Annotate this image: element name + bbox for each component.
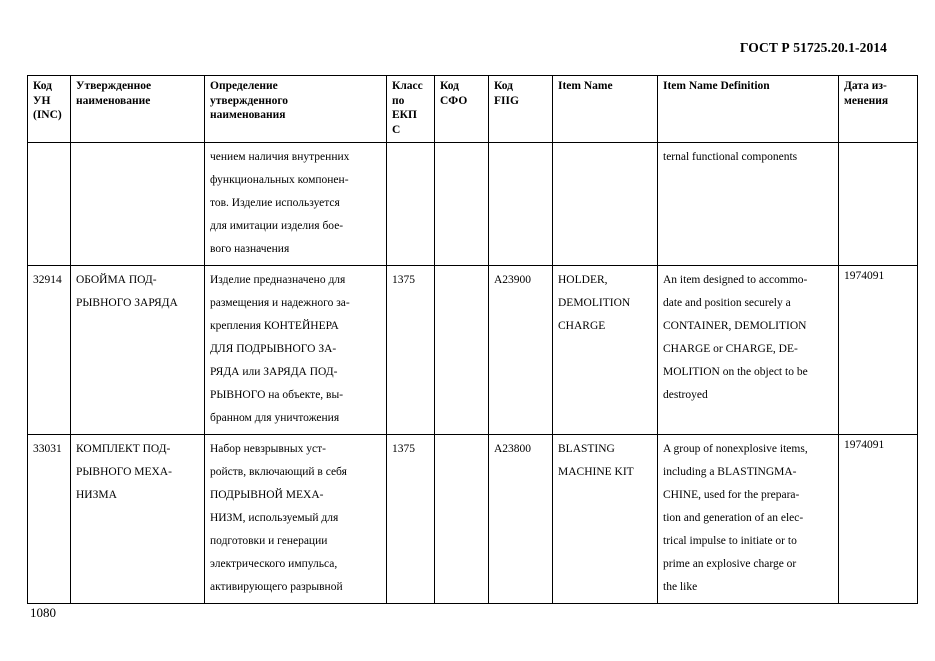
cell-change-date — [839, 143, 918, 266]
col-header-fiig: Код FIIG — [489, 76, 553, 143]
col-header-class: Класс по ЕКП С — [387, 76, 435, 143]
table-row — [28, 435, 918, 604]
cell-item-definition: A group of nonexplosive items, including a BLASTINGMA- CHINE, used for the prepara- tion and generation of an elec- trical impulse to initiate or to prime an explosive charge or the like — [658, 435, 839, 604]
cell-class: 1375 — [387, 266, 435, 435]
cell-fiig: A23900 — [489, 266, 553, 435]
col-header-change-date: Дата из- менения — [839, 76, 918, 143]
cell-class — [387, 143, 435, 266]
standard-designation: ГОСТ Р 51725.20.1-2014 — [739, 40, 887, 55]
cell-item-name — [553, 143, 658, 266]
page-number: 1080 — [30, 605, 56, 620]
cell-sfo — [435, 435, 489, 604]
cell-change-date: 1974091 — [839, 266, 918, 435]
cell-name-ru — [71, 143, 205, 266]
cell-item-name: HOLDER, DEMOLITION CHARGE — [553, 266, 658, 435]
col-header-approved-definition: Определение утвержденного наименования — [205, 76, 387, 143]
cell-inc: 33031 — [28, 435, 71, 604]
cell-definition-ru: Набор невзрывных уст- ройств, включающий в себя ПОДРЫВНОЙ МЕХА- НИЗМ, используемый для подготовки и генерации электрического импульса, активирующего разрывной — [205, 435, 387, 604]
cell-change-date: 1974091 — [839, 435, 918, 604]
cell-name-ru: КОМПЛЕКТ ПОД- РЫВНОГО МЕХА- НИЗМА — [71, 435, 205, 604]
cell-item-name: BLASTING MACHINE KIT — [553, 435, 658, 604]
cell-definition-ru: чением наличия внутренних функциональных компонен- тов. Изделие используется для имитации изделия бое- вого назначения — [205, 143, 387, 266]
table-header-row — [28, 76, 918, 143]
col-header-sfo: Код СФО — [435, 76, 489, 143]
cell-fiig — [489, 143, 553, 266]
cell-inc: 32914 — [28, 266, 71, 435]
col-header-item-name: Item Name — [553, 76, 658, 143]
cell-item-definition: An item designed to accommo- date and position securely a CONTAINER, DEMOLITION CHARGE or CHARGE, DE- MOLITION on the object to be destroyed — [658, 266, 839, 435]
col-header-approved-name: Утвержденное наименование — [71, 76, 205, 143]
table-row — [28, 143, 918, 266]
cell-inc — [28, 143, 71, 266]
cell-fiig: A23800 — [489, 435, 553, 604]
table-row — [28, 266, 918, 435]
cell-sfo — [435, 143, 489, 266]
cell-sfo — [435, 266, 489, 435]
col-header-inc: Код УН (INC) — [28, 76, 71, 143]
cell-class: 1375 — [387, 435, 435, 604]
col-header-item-name-definition: Item Name Definition — [658, 76, 839, 143]
cell-name-ru: ОБОЙМА ПОД- РЫВНОГО ЗАРЯДА — [71, 266, 205, 435]
cell-item-definition: ternal functional components — [658, 143, 839, 266]
nomenclature-table — [27, 75, 918, 604]
cell-definition-ru: Изделие предназначено для размещения и надежного за- крепления КОНТЕЙНЕРА ДЛЯ ПОДРЫВНОГО ЗА- РЯДА или ЗАРЯДА ПОД- РЫВНОГО на объекте, вы- бранном для уничтожения — [205, 266, 387, 435]
